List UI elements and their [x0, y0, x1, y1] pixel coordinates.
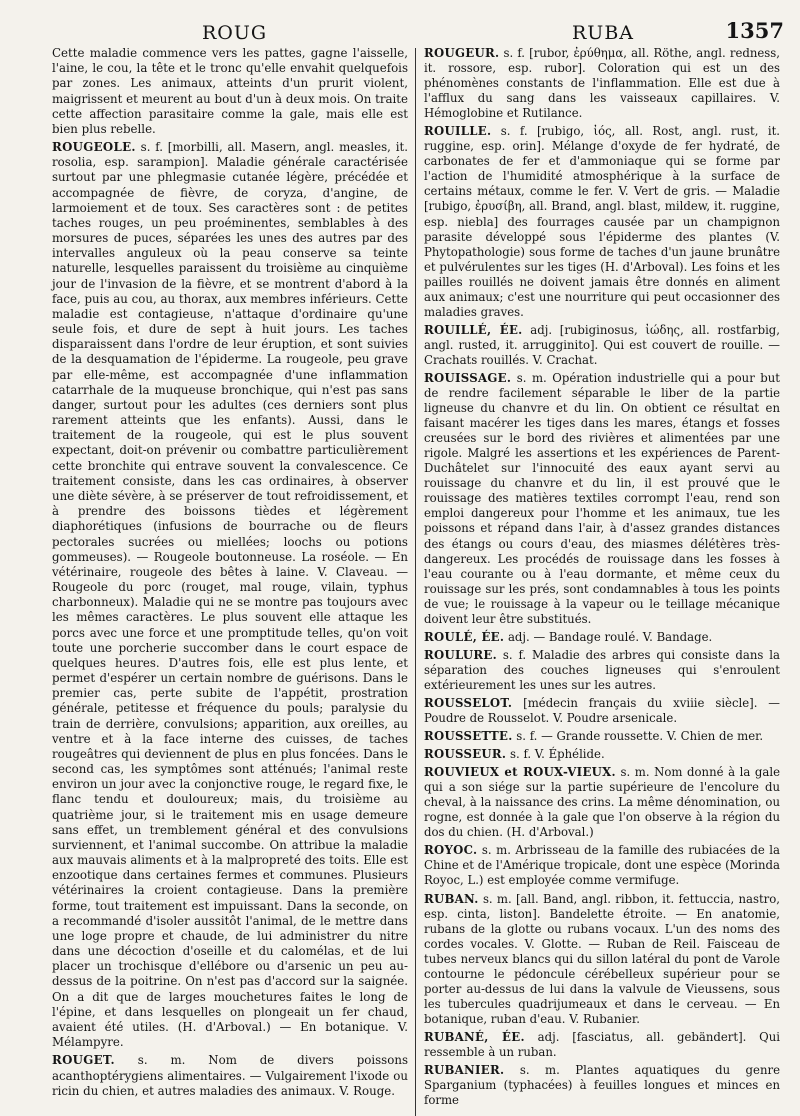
entry-headword: ROUILLE.: [424, 124, 492, 139]
column-divider: [415, 48, 416, 1116]
entry-headword: ROUILLÉ, ÉE.: [424, 322, 523, 337]
entry-text: s. f. [rubigo, ἰός, all. Rost, angl. rust, it. ruggine, esp. orin]. Mélange d'oxyde de fer hydraté, de carbonates de fer et d'ammoniaque qui se forme par l'action de l'humidité atmosphérique à la surface de certains métaux, comme le fer. V. Vert de gris. — Maladie [rubigo, ἐρυσίβη, all. Brand, angl. blast, mildew, it. ruggine, esp. niebla] des fourrages causée par un champignon parasite développé sous l'épiderme des plantes (V. Phytopathologie) sous forme de taches d'un jaune brunâtre et pulvérulentes sur les tiges (H. d'Arboval). Les foins et les pailles rouillés ne doivent jamais être donnés en aliment aux animaux; c'est une nourriture qui peut occasionner des maladies graves.: [424, 124, 780, 319]
entry-headword: ROUSSEUR.: [424, 747, 507, 762]
header-right-guideword: RUBA: [572, 22, 635, 44]
dictionary-entry: [424, 1063, 780, 1108]
entry-headword: ROUSSETTE.: [424, 729, 513, 744]
right-column: [424, 46, 780, 1108]
dictionary-entry: [424, 323, 780, 368]
entry-text: s. f. V. Éphélide.: [510, 747, 605, 762]
dictionary-entry: [424, 124, 780, 320]
dictionary-entry: [424, 892, 780, 1027]
entry-headword: ROULÉ, ÉE.: [424, 629, 505, 644]
entry-headword: ROUGEUR.: [424, 46, 500, 60]
entry-text: s. f. [morbilli, all. Masern, angl. measles, it. rosolia, esp. sarampion]. Maladie générale caractérisée surtout par une phlegmasie cutanée légère, précédée et accompagnée de fièvre, de coryza, d'angine, de larmoiement et de toux. Ses caractères sont : de petites taches rouges, un peu proéminentes, semblables à des morsures de puces, séparées les unes des autres par des intervalles anguleux où la peau conserve sa teinte naturelle, lesquelles paraissent du troisième au cinquième jour de l'invasion de la fièvre, et se montrent d'abord à la face, puis au cou, au thorax, aux membres inférieurs. Cette maladie est contagieuse, n'attaque d'ordinaire qu'une seule fois, et dure de sept à huit jours. Les taches disparaissent dans l'ordre de leur éruption, et sont suivies de la desquamation de l'épiderme. La rougeole, peu grave par elle-même, est accompagnée d'une inflammation catarrhale de la muqueuse bronchique, qui n'est pas sans danger, surtout pour les adultes (ces derniers sont plus rarement atteints que les enfants). Aussi, dans le traitement de la rougeole, qui est le plus souvent expectant, doit-on prévenir ou combattre particulièrement cette bronchite qui entrave souvent la convalescence. Ce traitement consiste, dans les cas ordinaires, à observer une diète sévère, à se préserver de tout refroidissement, et à prendre des boissons tièdes et légèrement diaphorétiques (infusions de bourrache ou de fleurs pectorales sucrées ou miellées; loochs ou potions gommeuses). — Rougeole boutonneuse. La roséole. — En vétérinaire, rougeole des bêtes à laine. V. Claveau. — Rougeole du porc (rouget, mal rouge, vilain, typhus charbonneux). Maladie qui ne se montre pas toujours avec les mêmes caractères. Le plus souvent elle attaque les porcs avec une force et une promptitude telles, qu'on voit toute une porcherie succomber dans le court espace de quelques heures. D'autres fois, elle est plus lente, et permet d'espérer un certain nombre de guérisons. Dans le premier cas, perte subite de l'appétit, prostration générale, petitesse et fréquence du pouls; paralysie du train de derrière, convulsions; apparition, aux oreilles, au ventre et à la face interne des cuisses, de taches rougeâtres qui deviennent de plus en plus foncées. Dans le second cas, les symptômes sont atténués; l'animal reste environ un jour avec la conjonctive rouge, le regard fixe, le flanc tendu et douloureux; mais, du troisième au quatrième jour, si le traitement mis en usage demeure sans effet, un tremblement général et des convulsions surviennent, et l'animal succombe. On attribue la maladie aux mauvais aliments et à la malpropreté des toits. Elle est enzootique dans certaines fermes et communes. Plusieurs vétérinaires la croient contagieuse. Dans la première forme, tout traitement est impuissant. Dans la seconde, on a recommandé d'isoler aussitôt l'animal, de le mettre dans une loge propre et chaude, de lui administrer du nitre dans une décoction d'oseille et du calomélas, et de lui placer un trochisque d'ellébore ou d'arsenic un peu au-dessus de la poitrine. On n'est pas d'accord sur la saignée. On a dit que de larges mouchetures faites le long de l'épine, et dans lesquelles on plongeait un fer chaud, avaient été utiles. (H. d'Arboval.) — En botanique. V. Mélampyre.: [52, 140, 409, 1050]
dictionary-entry: [424, 843, 780, 888]
entry-headword: ROULURE.: [424, 647, 497, 662]
entry-headword: ROUVIEUX et ROUX-VIEUX.: [424, 765, 616, 780]
entry-headword: ROUGEOLE.: [52, 140, 136, 155]
dictionary-entry: [52, 140, 408, 1050]
entry-text: adj. [rubiginosus, ἰώδης, all. rostfarbig, angl. rusted, it. arrugginito]. Qui est couvert de rouille. — Crachats rouillés. V. Crachat.: [424, 322, 780, 367]
running-header: [52, 16, 786, 46]
entry-headword: RUBANIER.: [424, 1063, 505, 1078]
dictionary-entry: [424, 765, 780, 840]
two-column-body: [52, 46, 786, 1116]
dictionary-entry: [424, 46, 780, 121]
entry-text: s. f. Maladie des arbres qui consiste dans la séparation des couches ligneuses qui s'enroulent extérieurement les unes sur les autres.: [424, 647, 780, 692]
entry-text: s. m. Plantes aquatiques du genre Sparganium (typhacées) à feuilles longues et minces en forme: [424, 1063, 780, 1108]
dictionary-entry: [424, 1030, 780, 1060]
entry-text: s. m. Opération industrielle qui a pour but de rendre facilement séparable le liber de la partie ligneuse du chanvre et du lin. On obtient ce résultat en faisant macérer les tiges dans les mares, étangs et fosses creusées sur le bord des rivières et alimentées par une rigole. Malgré les assertions et les expériences de Parent-Duchâtelet sur l'innocuité des eaux ayant servi au rouissage du chanvre et du lin, il est prouvé que le rouissage des matières textiles corrompt l'eau, rend son emploi dangereux pour l'homme et les animaux, tue les poissons et répand dans l'air, à d'assez grandes distances des étangs ou cours d'eau, des miasmes délétères très-dangereux. Les procédés de rouissage dans les fosses à l'eau courante ou à l'eau dormante, et même ceux du rouissage sur les prés, sont condamnables à tous les points de vue; le rouissage à la vapeur ou le teillage mécanique doivent leur être substitués.: [424, 370, 780, 626]
dictionary-entry: [424, 729, 780, 744]
entry-headword: ROUSSELOT.: [424, 695, 513, 710]
entry-text: s. m. Nom de divers poissons acanthoptérygiens alimentaires. — Vulgairement l'ixode ou ricin du chien, et autres maladies des animaux. V. Rouge.: [52, 1053, 408, 1098]
dictionary-entry: [424, 648, 780, 693]
entry-text: s. f. — Grande roussette. V. Chien de mer.: [516, 729, 764, 744]
entry-headword: ROYOC.: [424, 843, 478, 858]
entry-headword: RUBAN.: [424, 891, 479, 906]
dictionary-entry: [424, 747, 780, 762]
entry-headword: RUBANÉ, ÉE.: [424, 1029, 525, 1044]
entry-text: s. m. Arbrisseau de la famille des rubiacées de la Chine et de l'Amérique tropicale, dont une espèce (Morinda Royoc, L.) est employée comme vermifuge.: [424, 843, 780, 888]
page-number: 1357: [725, 18, 784, 43]
entry-text: s. m. Nom donné à la gale qui a son siége sur la partie supérieure de l'encolure du cheval, à la naissance des crins. La même dénomination, ou rogne, est donnée à la gale que l'on observe à la région du dos du chien. (H. d'Arboval.): [424, 765, 781, 840]
dictionary-entry: [52, 1053, 408, 1099]
entry-text: [médecin français du xviiie siècle]. — Poudre de Rousselot. V. Poudre arsenicale.: [424, 695, 780, 726]
entry-text: adj. [fasciatus, all. gebändert]. Qui ressemble à un ruban.: [424, 1029, 780, 1059]
left-column: [52, 46, 408, 1099]
entry-text: Cette maladie commence vers les pattes, gagne l'aisselle, l'aine, le cou, la tête et le tronc qu'elle envahit quelquefois par zones. Les animaux, atteints d'un prurit violent, maigrissent et meurent au bout d'un à deux mois. On traite cette affection parasitaire comme la gale, mais elle est bien plus rebelle.: [52, 46, 408, 136]
entry-headword: ROUISSAGE.: [424, 370, 512, 385]
dictionary-entry: [52, 46, 408, 137]
entry-headword: ROUGET.: [52, 1053, 115, 1068]
header-left-guideword: ROUG: [202, 22, 268, 44]
entry-text: s. f. [rubor, ἐρύθημα, all. Röthe, angl. redness, it. rossore, esp. rubor]. Coloration qui est un des phénomènes constants de l'inflammation. Elle est due à l'afflux du sang dans les vaisseaux capillaires. V. Hémoglobine et Rutilance.: [424, 46, 780, 121]
entry-text: s. m. [all. Band, angl. ribbon, it. fettuccia, nastro, esp. cinta, liston]. Bandelette étroite. — En anatomie, rubans de la glotte ou rubans vocaux. L'un des noms des cordes vocales. V. Glotte. — Ruban de Reil. Faisceau de tubes nerveux blancs qui du sillon latéral du pont de Varole contourne le pédoncule cérébelleux supérieur pour se porter au-dessus de lui dans la valvule de Vieussens, sous les tubercules quadrijumeaux et dans le cerveau. — En botanique, ruban d'eau. V. Rubanier.: [424, 891, 780, 1026]
dictionary-entry: [424, 371, 780, 627]
entry-text: adj. — Bandage roulé. V. Bandage.: [507, 629, 713, 644]
dictionary-entry: [424, 696, 780, 726]
dictionary-entry: [424, 630, 780, 645]
